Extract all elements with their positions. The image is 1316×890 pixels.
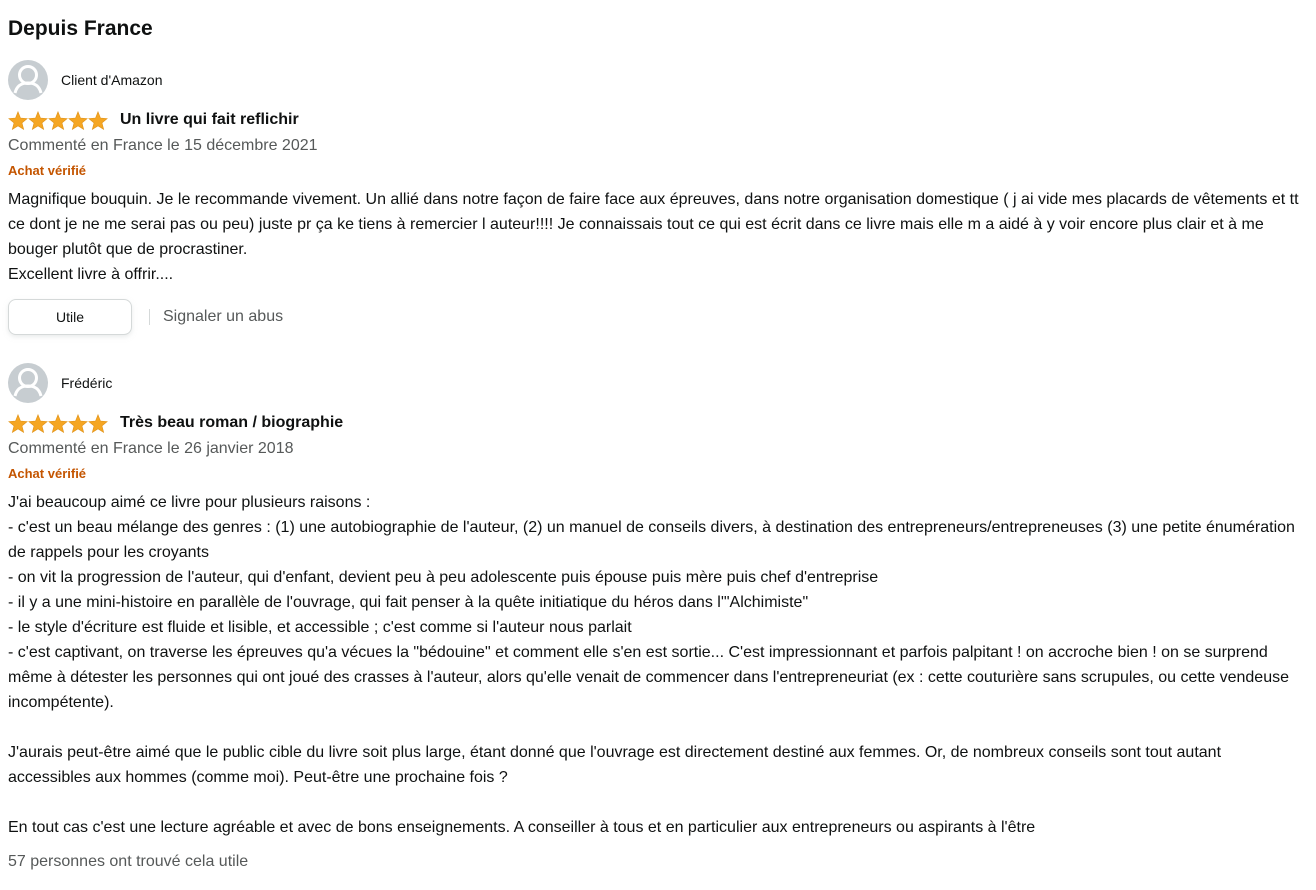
review-card <box>8 60 1308 335</box>
review-paragraph: - c'est captivant, on traverse les épreuves qu'a vécues la "bédouine" et comment elle s'en est sortie... C'est impressionnant et parfois palpitant ! on accroche bien ! on se surprend même à détester les personnes qui ont joué des crasses à l'auteur, alors qu'elle venait de commencer dans l'entrepreneuriat (ex : cette couturière sans scrupules, ou cette vendeuse incompétente). <box>8 644 1289 711</box>
star-icon <box>28 414 48 433</box>
reviewer-profile[interactable] <box>8 363 1308 403</box>
review-title[interactable]: Très beau roman / biographie <box>120 414 344 431</box>
star-icon <box>88 111 108 130</box>
star-icon <box>48 111 68 130</box>
review-title-row <box>8 108 1308 132</box>
star-icon <box>88 414 108 433</box>
avatar-icon[interactable] <box>8 363 48 403</box>
star-icon <box>8 414 28 433</box>
review-title[interactable]: Un livre qui fait reflichir <box>120 111 299 128</box>
paragraph-spacer <box>8 790 1308 815</box>
helpful-count: 57 personnes ont trouvé cela utile <box>8 853 249 870</box>
review-paragraph: - on vit la progression de l'auteur, qui d'enfant, devient peu à peu adolescente puis épouse puis mère puis chef d'entreprise <box>8 569 879 586</box>
review-body <box>8 187 1308 287</box>
reviewer-name[interactable]: Client d'Amazon <box>61 72 163 88</box>
star-icon <box>48 414 68 433</box>
avatar-icon[interactable] <box>8 60 48 100</box>
review-date: Commenté en France le 26 janvier 2018 <box>8 440 294 457</box>
review-paragraph: En tout cas c'est une lecture agréable et avec de bons enseignements. A conseiller à tous et en particulier aux entrepreneurs ou aspirants à l'être <box>8 819 1036 836</box>
report-abuse-link[interactable]: Signaler un abus <box>163 308 284 325</box>
review-title-row <box>8 411 1308 435</box>
review-paragraph: Excellent livre à offrir.... <box>8 266 174 283</box>
review-card <box>8 363 1308 874</box>
star-icon <box>28 111 48 130</box>
paragraph-spacer <box>8 715 1308 740</box>
star-icon <box>8 111 28 130</box>
star-icon <box>68 111 88 130</box>
useful-button[interactable]: Utile <box>8 299 132 335</box>
review-body <box>8 490 1308 840</box>
star-rating[interactable] <box>8 111 108 130</box>
action-divider <box>149 309 150 325</box>
reviewer-name[interactable]: Frédéric <box>61 375 113 391</box>
section-title: Depuis France <box>8 17 153 40</box>
star-icon <box>68 414 88 433</box>
review-paragraph: J'ai beaucoup aimé ce livre pour plusieurs raisons : <box>8 494 371 511</box>
review-date: Commenté en France le 15 décembre 2021 <box>8 137 318 154</box>
review-paragraph: J'aurais peut-être aimé que le public cible du livre soit plus large, étant donné que l'ouvrage est directement destiné aux femmes. Or, de nombreux conseils sont tout autant accessibles aux hommes (comme moi). Peut-être une prochaine fois ? <box>8 744 1222 786</box>
review-paragraph: - le style d'écriture est fluide et lisible, et accessible ; c'est comme si l'auteur nous parlait <box>8 619 632 636</box>
star-rating[interactable] <box>8 414 108 433</box>
verified-purchase-badge: Achat vérifié <box>8 466 87 481</box>
review-actions <box>8 299 1308 335</box>
verified-purchase-badge: Achat vérifié <box>8 163 87 178</box>
review-paragraph: Magnifique bouquin. Je le recommande vivement. Un allié dans notre façon de faire face aux épreuves, dans notre organisation domestique ( j ai vide mes placards de vêtements et tt ce dont je ne me serai pas ou peu) juste pr ça ke tiens à remercier l auteur!!!! Je connaissais tout ce qui est écrit dans ce livre mais elle m a aidé à y voir encore plus clair et à me bouger plutôt que de procrastiner. <box>8 191 1299 258</box>
review-paragraph: - il y a une mini-histoire en parallèle de l'ouvrage, qui fait penser à la quête initiatique du héros dans l'"Alchimiste" <box>8 594 809 611</box>
review-paragraph: - c'est un beau mélange des genres : (1) une autobiographie de l'auteur, (2) un manuel de conseils divers, à destination des entrepreneurs/entrepreneuses (3) une petite énumération de rappels pour les croyants <box>8 519 1295 561</box>
reviewer-profile[interactable] <box>8 60 1308 100</box>
